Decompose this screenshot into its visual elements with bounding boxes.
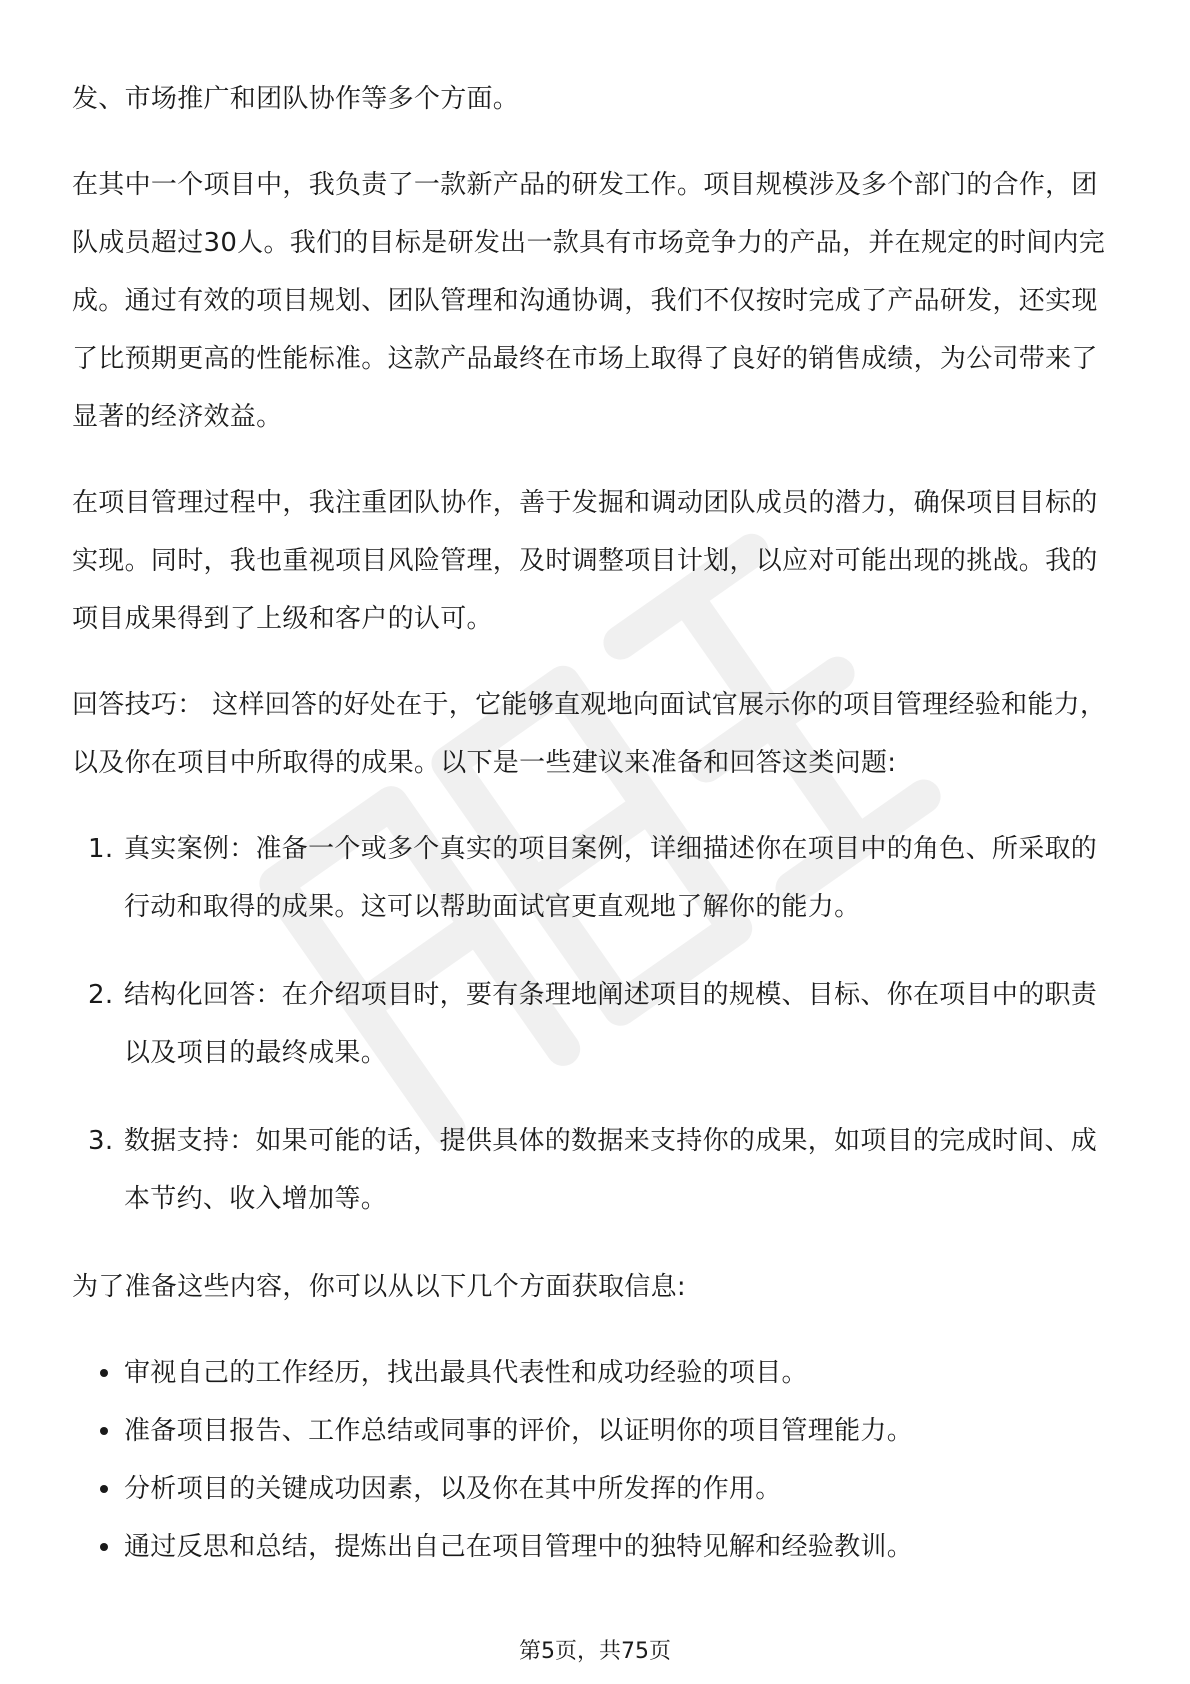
list-item (72, 1344, 1122, 1402)
list-item (72, 1518, 1122, 1576)
list-item (72, 966, 1122, 1082)
paragraph-project-example: 在其中一个项目中，我负责了一款新产品的研发工作。项目规模涉及多个部门的合作，团队成员超过30人。我们的目标是研发出一款具有市场竞争力的产品，并在规定的时间内完成。通过有效的项目规划、团队管理和沟通协调，我们不仅按时完成了产品研发，还实现了比预期更高的性能标准。这款产品最终在市场上取得了良好的销售成绩，为公司带来了显著的经济效益。 (72, 170, 1106, 432)
list-number: 3. (88, 1126, 114, 1156)
paragraph-project-management: 在项目管理过程中，我注重团队协作，善于发掘和调动团队成员的潜力，确保项目目标的实现。同时，我也重视项目风险管理，及时调整项目计划，以应对可能出现的挑战。我的项目成果得到了上级和客户的认可。 (72, 488, 1098, 634)
bullet-dot-icon (100, 1485, 108, 1493)
paragraph-answer-tips: 回答技巧： 这样回答的好处在于，它能够直观地向面试官展示你的项目管理经验和能力，以及你在项目中所取得的成果。以下是一些建议来准备和回答这类问题: (72, 690, 1107, 778)
list-item-text: 分析项目的关键成功因素，以及你在其中所发挥的作用。 (124, 1474, 782, 1504)
list-number: 1. (88, 834, 114, 864)
list-item-text: 真实案例：准备一个或多个真实的项目案例，详细描述你在项目中的角色、所采取的行动和取得的成果。这可以帮助面试官更直观地了解你的能力。 (124, 834, 1098, 922)
list-item-text: 审视自己的工作经历，找出最具代表性和成功经验的项目。 (124, 1358, 808, 1388)
list-item-text: 准备项目报告、工作总结或同事的评价，以证明你的项目管理能力。 (124, 1416, 914, 1446)
list-item-text: 通过反思和总结，提炼出自己在项目管理中的独特见解和经验教训。 (124, 1532, 914, 1562)
list-item (72, 820, 1122, 936)
bullet-dot-icon (100, 1427, 108, 1435)
list-number: 2. (88, 980, 114, 1010)
ordered-list (72, 820, 1122, 1228)
paragraph-continuation: 发、市场推广和团队协作等多个方面。 (72, 84, 520, 114)
bullet-dot-icon (100, 1543, 108, 1551)
list-item (72, 1402, 1122, 1460)
list-item (72, 1112, 1122, 1228)
list-item (72, 1460, 1122, 1518)
paragraph-prepare-intro: 为了准备这些内容，你可以从以下几个方面获取信息: (72, 1272, 686, 1302)
bullet-dot-icon (100, 1369, 108, 1377)
bullet-list (72, 1344, 1122, 1576)
document-body (72, 70, 1122, 1576)
list-item-text: 结构化回答：在介绍项目时，要有条理地阐述项目的规模、目标、你在项目中的职责以及项目的最终成果。 (124, 980, 1098, 1068)
page-footer: 第5页，共75页 (519, 1639, 671, 1664)
list-item-text: 数据支持：如果可能的话，提供具体的数据来支持你的成果，如项目的完成时间、成本节约、收入增加等。 (124, 1126, 1098, 1214)
